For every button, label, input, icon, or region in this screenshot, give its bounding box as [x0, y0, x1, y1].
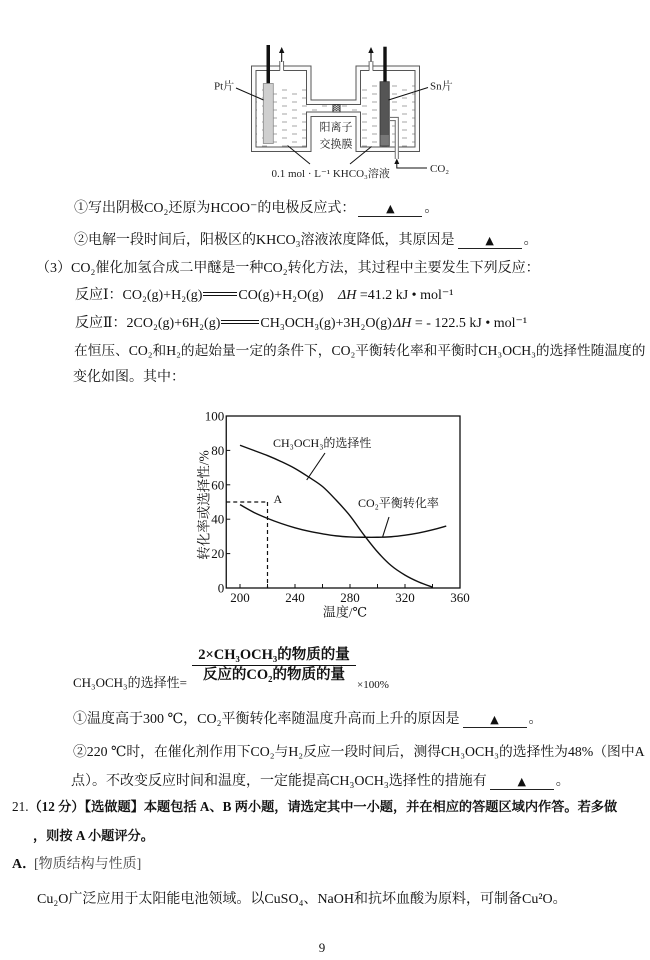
q3-sub2-answer-blank: ▲: [490, 775, 554, 790]
series-label-leader-dme-selectivity: [307, 453, 325, 480]
reaction-2-reactants: 2CO₂(g)+6H₂(g): [126, 315, 221, 331]
y-axis-title: 转化率或选择性/%: [196, 450, 212, 560]
q3-condition-line2: 变化如图。其中：: [73, 369, 185, 385]
q21-number: 21.: [12, 798, 29, 814]
series-line-dme-selectivity: [240, 445, 433, 587]
q3-number: （3）: [36, 260, 71, 276]
series-label-dme-selectivity: CH₃OCH₃的选择性: [273, 436, 372, 450]
q3-intro: [36, 259, 540, 278]
y-tick-label: 40: [211, 511, 225, 527]
q2-sub1: [74, 199, 438, 218]
q2-sub1-answer-blank: ▲: [358, 202, 422, 217]
x-tick-label: 280: [340, 590, 360, 605]
co2-inlet-arrow-icon: [394, 159, 427, 169]
q21-section-label: A．: [12, 856, 37, 872]
x-axis-title: 温度/℃: [322, 604, 368, 620]
q21-line2: ，则按 A 小题评分。: [33, 827, 154, 843]
reaction-1-reactants: CO₂(g)+H₂(g): [122, 287, 203, 303]
reaction-1-dh-value: =41.2 kJ • mol⁻¹: [359, 287, 454, 303]
q21-section-title: [物质结构与性质]: [34, 856, 142, 872]
reaction-equals-sign: [221, 320, 259, 324]
formula-factor: ×100%: [357, 679, 389, 691]
page-number: 9: [318, 940, 326, 955]
x-tick-label: 360: [450, 590, 470, 605]
q3-sub2-line1: ②220 ℃时，在催化剂作用下CO₂与H₂反应一段时间后，测得CH₃OCH₃的选择性为48%（图中A: [73, 743, 645, 759]
q3-sub1-text: ①温度高于300 ℃，CO₂平衡转化率随温度升高而上升的原因是: [73, 711, 460, 727]
series-label-co2-conversion: CO₂平衡转化率: [358, 496, 439, 510]
electrolysis-apparatus-figure: [210, 40, 460, 185]
reaction-2-enthalpy: [393, 314, 527, 333]
reaction-2-label: 反应Ⅱ：: [75, 315, 127, 331]
sn-electrode-lower-part: [380, 135, 389, 146]
reaction-1: [75, 286, 324, 305]
q2-sub2-text: ②电解一段时间后，阳极区的KHCO₃溶液浓度降低，其原因是: [74, 233, 455, 248]
membrane-label-line1: 阳离子: [319, 121, 353, 134]
reaction-1-label: 反应Ⅰ：: [75, 287, 123, 303]
pt-electrode-rod: [267, 45, 271, 84]
series-label-leader-co2-conversion: [383, 517, 389, 537]
reaction-1-enthalpy: [338, 286, 453, 305]
cation-exchange-membrane: [333, 105, 340, 113]
reaction-1-products: CO(g)+H₂O(g): [238, 287, 324, 303]
q3-intro-text: CO₂催化加氢合成二甲醚是一种CO₂转化方法，其过程中主要发生下列反应：: [71, 260, 540, 276]
q3-sub2-line2: [71, 772, 570, 791]
x-tick-label: 200: [230, 590, 250, 605]
x-tick-label: 320: [395, 590, 415, 605]
right-gas-outlet-arrow-icon: [368, 47, 373, 72]
x-tick-label: 240: [285, 590, 305, 605]
q3-sub1-answer-blank: ▲: [463, 713, 527, 728]
q2-sub2-answer-blank: ▲: [458, 234, 522, 249]
q2-sub2: [74, 231, 538, 250]
reaction-equals-sign: [203, 292, 237, 296]
solution-label: 0.1 mol · L⁻¹ KHCO₃溶液: [271, 168, 390, 180]
formula-numerator: 2×CH₃OCH₃的物质的量: [192, 646, 356, 666]
q3-sub2-end: 。: [555, 773, 570, 789]
q2-sub2-end: 。: [523, 233, 538, 248]
q3-condition-line1: 在恒压、CO₂和H₂的起始量一定的条件下，CO₂平衡转化率和平衡时CH₃OCH₃的选择性随温度的: [74, 342, 646, 358]
y-tick-label: 60: [211, 477, 225, 493]
sn-electrode-label: Sn片: [430, 80, 453, 93]
sn-electrode-rod: [383, 47, 386, 82]
formula-fraction: [192, 646, 356, 684]
pt-electrode-plate: [263, 84, 273, 144]
q3-sub1: [73, 710, 543, 729]
reaction-2: [75, 314, 392, 333]
formula-lhs: CH₃OCH₃的选择性=: [73, 674, 187, 690]
q2-sub1-end: 。: [424, 201, 439, 216]
pt-electrode-label: Pt片: [214, 80, 235, 93]
q21-instruction: （12 分）【选做题】本题包括 A、B 两小题，请选定其中一小题，并在相应的答题区域内作答。若多做: [28, 798, 618, 814]
q3-sub2-text: 点）。不改变反应时间和温度，一定能提高CH₃OCH₃选择性的措施有: [71, 773, 487, 789]
formula-denominator: 反应的CO₂的物质的量: [202, 666, 346, 683]
q21-line1: [12, 797, 617, 816]
y-tick-label: 0: [217, 580, 225, 596]
q21-body: Cu₂O广泛应用于太阳能电池领域。以CuSO₄、NaOH和抗坏血酸为原料，可制备Cu²O。: [37, 891, 567, 907]
reaction-1-dh-symbol: ΔH: [338, 287, 357, 303]
reaction-2-dh-symbol: ΔH: [393, 315, 412, 331]
temperature-conversion-selectivity-chart: [190, 400, 470, 625]
reaction-2-dh-value: = - 122.5 kJ • mol⁻¹: [414, 315, 528, 331]
co2-inlet-label: CO₂: [430, 163, 450, 175]
y-tick-label: 20: [211, 546, 225, 562]
q2-sub1-text: ①写出阴极CO₂还原为HCOO⁻的电极反应式：: [74, 201, 356, 216]
point-a-label: A: [273, 492, 283, 506]
membrane-label-line2: 交换膜: [319, 138, 353, 151]
left-gas-outlet-arrow-icon: [279, 47, 284, 72]
y-tick-label: 80: [211, 442, 225, 458]
q3-sub1-end: 。: [528, 711, 543, 727]
reaction-2-products: CH₃OCH₃(g)+3H₂O(g): [260, 315, 392, 331]
y-tick-label: 100: [204, 408, 225, 424]
